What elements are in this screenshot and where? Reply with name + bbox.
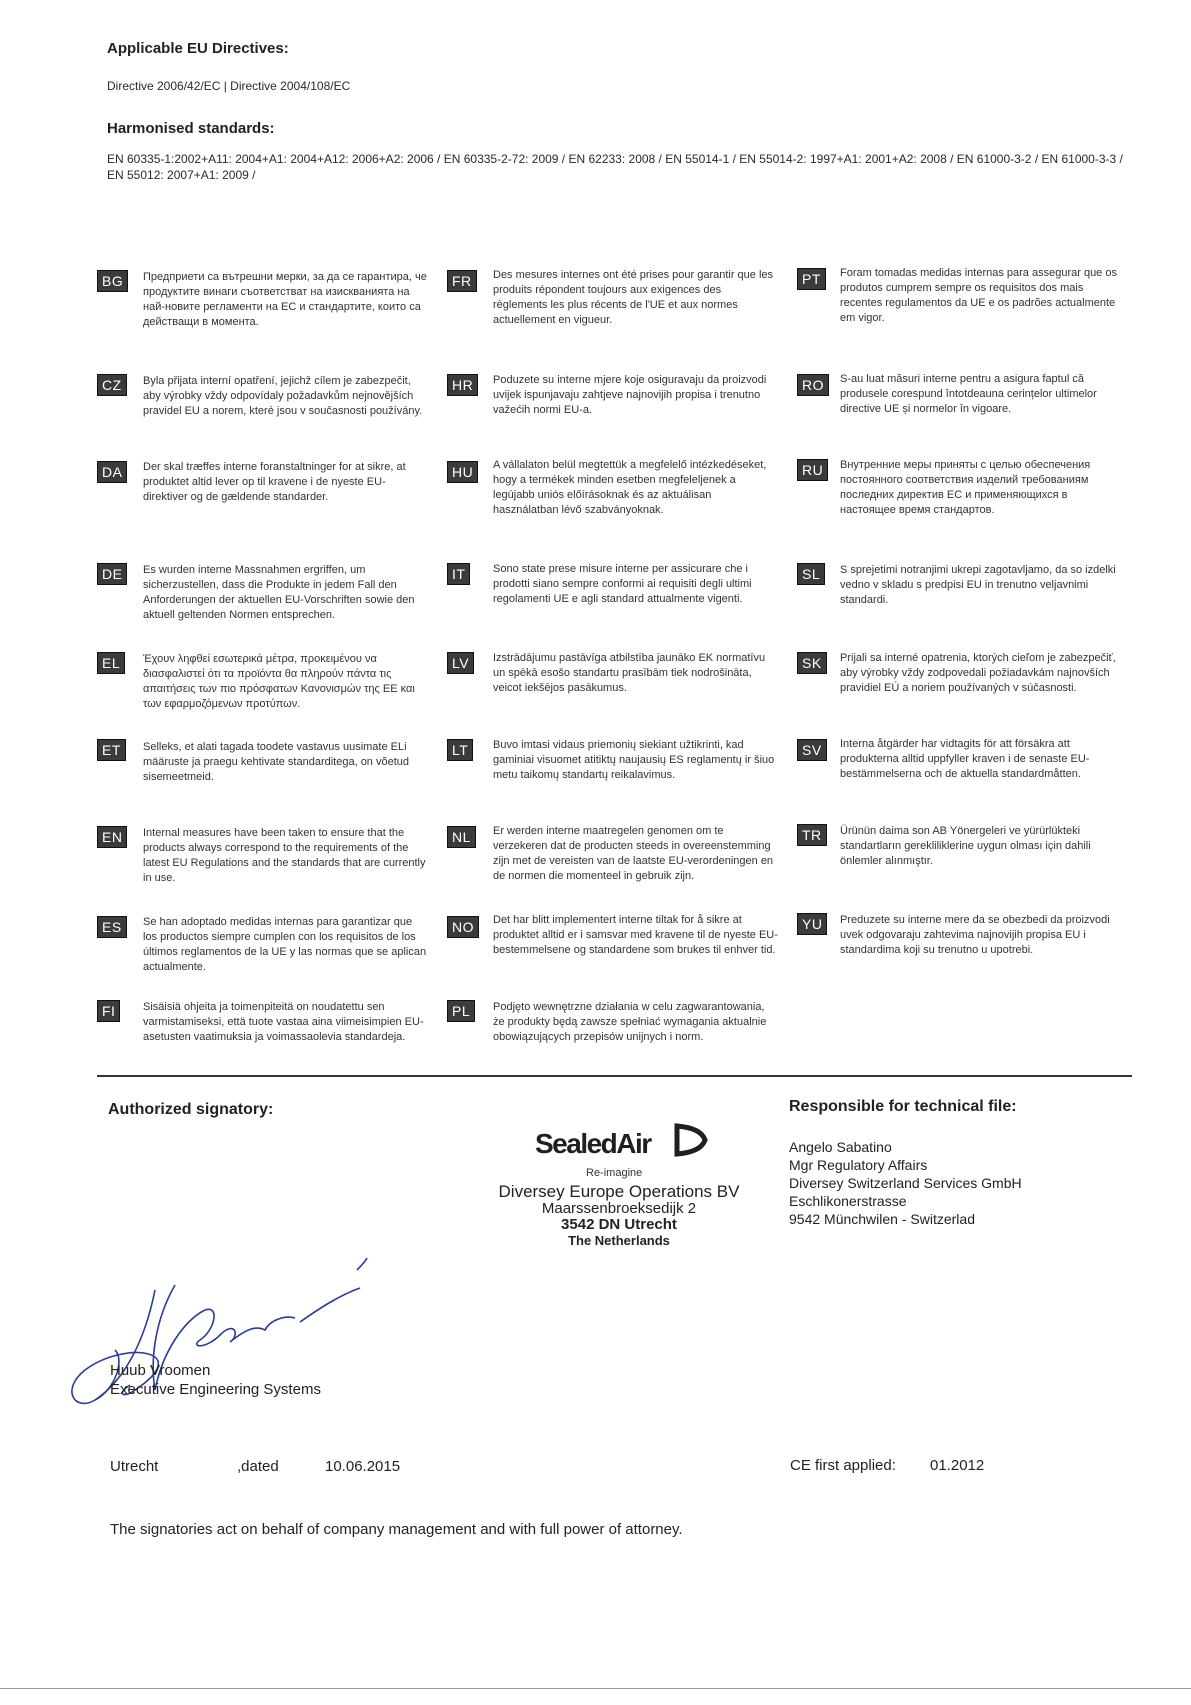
lang-text-cz: Byla přijata interní opatření, jejichž cílem je zabezpečit, aby výrobky vždy odpovídaly požadavkům nejnovějších pravidel EU a norem, které jsou v současnosti používány.: [143, 375, 423, 417]
tech-line: Angelo Sabatino: [789, 1139, 892, 1155]
lang-text-et: Selleks, et alati tagada toodete vastavus uusimate ELi määruste ja praegu kehtivate standarditega, on võetud sisemeetmeid.: [143, 741, 410, 783]
lang-badge-hr: HR: [447, 374, 478, 396]
lang-text-en: Internal measures have been taken to ensure that the products always correspond to the requirements of the latest EU Regulations and the standards that are currently in use.: [143, 827, 426, 884]
standards-text: EN 60335-1:2002+A11: 2004+A1: 2004+A12: 2006+A2: 2006 / EN 60335-2-72: 2009 / EN 62233: 2008 / EN 55014-1 / EN 55014-2: 1997+A1: 2001+A2: 2008 / EN 61000-3-2 / EN 61000-3-3 / EN 55012: 2007+A1: 2009 /: [107, 152, 1123, 182]
standards-title: Harmonised standards:: [107, 120, 275, 137]
lang-text-pl: Podjęto wewnętrzne działania w celu zagwarantowania, że produkty będą zawsze spełniać wymagania aktualnie obowiązujących przepisów unijnych i norm.: [493, 1001, 767, 1043]
lang-text-sk: Prijali sa interné opatrenia, ktorých cieľom je zabezpečiť, aby výrobky vždy zodpovedali požiadavkám najnovších pravidiel EÚ a noriem používaných v súčasnosti.: [840, 652, 1116, 694]
lang-badge-fi: FI: [97, 1000, 120, 1022]
lang-text-fr: Des mesures internes ont été prises pour garantir que les produits répondent toujours aux exigences des règlements les plus récents de l'UE et aux normes actuellement en vigueur.: [493, 269, 774, 326]
company-street: Maarssenbroeksedijk 2: [541, 1200, 697, 1217]
lang-text-hu: A vállalaton belül megtettük a megfelelő intézkedéseket, hogy a termékek minden esetben megfeleljenek a legújabb uniós előírásoknak és az aktuálisan használatban lévő szabványoknak.: [493, 459, 767, 516]
lang-badge-tr: TR: [797, 824, 827, 846]
tech-line: Eschlikonerstrasse: [789, 1193, 907, 1209]
ce-first-applied-date: 01.2012: [930, 1457, 985, 1474]
lang-badge-bg: BG: [97, 270, 128, 292]
company-country: The Netherlands: [568, 1233, 670, 1248]
logo-tagline: Re-imagine: [586, 1167, 643, 1179]
lang-text-sl: S sprejetimi notranjimi ukrepi zagotavljamo, da so izdelki vedno v skladu s predpisi EU in trenutno veljavnimi standardi.: [840, 564, 1116, 606]
lang-badge-hu: HU: [447, 461, 478, 483]
place: Utrecht: [110, 1458, 159, 1475]
lang-badge-it: IT: [447, 563, 470, 585]
date-value: 10.06.2015: [325, 1458, 401, 1475]
lang-text-yu: Preduzete su interne mere da se obezbedi da proizvodi uvek odgovaraju zahtevima najnovijih propisa EU i standardima koji su trenutno u upotrebi.: [840, 914, 1110, 956]
lang-text-no: Det har blitt implementert interne tiltak for å sikre at produktet alltid er i samsvar med kravene til de nyeste EU-bestemmelsene og standardene som brukes til enhver tid.: [493, 914, 778, 956]
section-divider: [97, 1075, 1132, 1077]
lang-badge-nl: NL: [447, 826, 476, 848]
lang-badge-et: ET: [97, 739, 126, 761]
lang-badge-fr: FR: [447, 270, 477, 292]
lang-text-hr: Poduzete su interne mjere koje osiguravaju da proizvodi uvijek ispunjavaju zahtjeve najnovijih propisa i trenutno važećih normi EU-a.: [493, 374, 767, 416]
lang-text-da: Der skal træffes interne foranstaltninger for at sikre, at produktet altid lever op til kravene i de nyeste EU-direktiver og de gældende standarder.: [143, 461, 406, 503]
dated-label: ,dated: [237, 1458, 279, 1475]
lang-text-tr: Ürünün daima son AB Yönergeleri ve yürürlükteki standartların gerekliliklerine uygun olması için dahili önlemler alınmıştır.: [840, 825, 1091, 867]
lang-text-el: Έχουν ληφθεί εσωτερικά μέτρα, προκειμένου να διασφαλιστεί ότι τα προϊόντα θα πληρούν πάντα τις απαιτήσεις των πιο πρόσφατων Κανονισμών της ΕΕ και των εφαρμοζόμενων προτύπων.: [143, 653, 415, 710]
lang-badge-lt: LT: [447, 739, 473, 761]
sealed-air-logo: [535, 1128, 715, 1168]
lang-text-ro: S-au luat măsuri interne pentru a asigura faptul că produsele corespund întotdeauna cerințelor ultimelor directive UE și normelor în vigoare.: [840, 373, 1097, 415]
lang-badge-de: DE: [97, 563, 127, 585]
signatory-name: Huub Vroomen: [110, 1362, 211, 1379]
tech-line: 9542 Münchwilen - Switzerlad: [789, 1211, 975, 1227]
lang-badge-cz: CZ: [97, 374, 127, 396]
lang-badge-ro: RO: [797, 374, 829, 396]
technical-file-lines: [789, 1138, 1022, 1228]
lang-text-lt: Buvo imtasi vidaus priemonių siekiant užtikrinti, kad gaminiai visuomet atitiktų naujausių ES reglamentų ir šiuo metu taikomų standartų reikalavimus.: [493, 739, 775, 781]
lang-text-sv: Interna åtgärder har vidtagits för att försäkra att produkterna alltid uppfyller kraven i de senaste EU-bestämmelserna och de aktuella standardmåtten.: [840, 738, 1090, 780]
tech-line: Diversey Switzerland Services GmbH: [789, 1175, 1022, 1191]
lang-badge-el: EL: [97, 652, 125, 674]
company-name: Diversey Europe Operations BV: [498, 1182, 740, 1201]
technical-file-label: Responsible for technical file:: [789, 1098, 1017, 1115]
lang-text-nl: Er werden interne maatregelen genomen om te verzekeren dat de producten steeds in overeenstemming zijn met de vereisten van de laatste EU-verordeningen en de normen die momenteel in gebruik zijn.: [493, 825, 774, 882]
tech-line: Mgr Regulatory Affairs: [789, 1157, 928, 1173]
authorized-signatory-label: Authorized signatory:: [108, 1101, 274, 1118]
lang-badge-yu: YU: [797, 913, 827, 935]
lang-text-ru: Внутренние меры приняты с целью обеспечения постоянного соответствия изделий требованиям последних директив ЕС и применяющихся в настоящее время стандартов.: [840, 459, 1091, 516]
lang-text-bg: Предприети са вътрешни мерки, за да се гарантира, че продуктите винаги съответстват на изискванията на най-новите регламенти на ЕС и стандартите, които са действащи в момента.: [143, 271, 427, 328]
page-edge-line: [0, 1688, 1191, 1689]
lang-badge-sl: SL: [797, 563, 825, 585]
lang-badge-da: DA: [97, 461, 127, 483]
signatories-statement: The signatories act on behalf of company management and with full power of attorney.: [110, 1521, 683, 1538]
lang-text-es: Se han adoptado medidas internas para garantizar que los productos siempre cumplen con los requisitos de los últimos reglamentos de la UE y las normas que se aplican actualmente.: [143, 916, 427, 973]
lang-badge-pt: PT: [797, 268, 826, 290]
lang-text-lv: Izstrādājumu pastāvīga atbilstība jaunāko EK normatīvu un spēkā esošo standartu prasībām tiek nodrošināta, veicot iekšējos pasākumus.: [493, 652, 766, 694]
signatory-role: Executive Engineering Systems: [110, 1381, 321, 1398]
lang-badge-no: NO: [447, 916, 479, 938]
lang-text-de: Es wurden interne Massnahmen ergriffen, um sicherzustellen, dass die Produkte in jedem Fall den Anforderungen der aktuellen EU-Vorschriften sowie den aktuell geltenden Normen entsprechen.: [143, 564, 415, 621]
company-city: 3542 DN Utrecht: [561, 1216, 677, 1233]
logo-mark-icon: [671, 1122, 709, 1158]
directives-text: Directive 2006/42/EC | Directive 2004/108/EC: [107, 79, 351, 93]
ce-first-applied-label: CE first applied:: [790, 1457, 896, 1474]
lang-badge-lv: LV: [447, 652, 474, 674]
lang-badge-sk: SK: [797, 652, 827, 674]
directives-title: Applicable EU Directives:: [107, 40, 289, 57]
lang-badge-sv: SV: [797, 739, 827, 761]
lang-badge-pl: PL: [447, 1000, 475, 1022]
lang-badge-es: ES: [97, 916, 127, 938]
logo-wordmark: SealedAir: [535, 1128, 651, 1159]
lang-badge-en: EN: [97, 826, 127, 848]
lang-text-fi: Sisäisiä ohjeita ja toimenpiteitä on noudatettu sen varmistamiseksi, että tuote vastaa aina viimeisimpien EU-asetusten vaatimuksia ja voimassaolevia standardeja.: [143, 1001, 424, 1043]
lang-badge-ru: RU: [797, 459, 828, 481]
lang-text-it: Sono state prese misure interne per assicurare che i prodotti siano sempre conformi ai requisiti degli ultimi regolamenti UE e agli standard attualmente vigenti.: [493, 563, 752, 605]
lang-text-pt: Foram tomadas medidas internas para assegurar que os produtos cumprem sempre os requisitos dos mais recentes regulamentos da UE e os padrões actualmente em vigor.: [840, 267, 1117, 324]
